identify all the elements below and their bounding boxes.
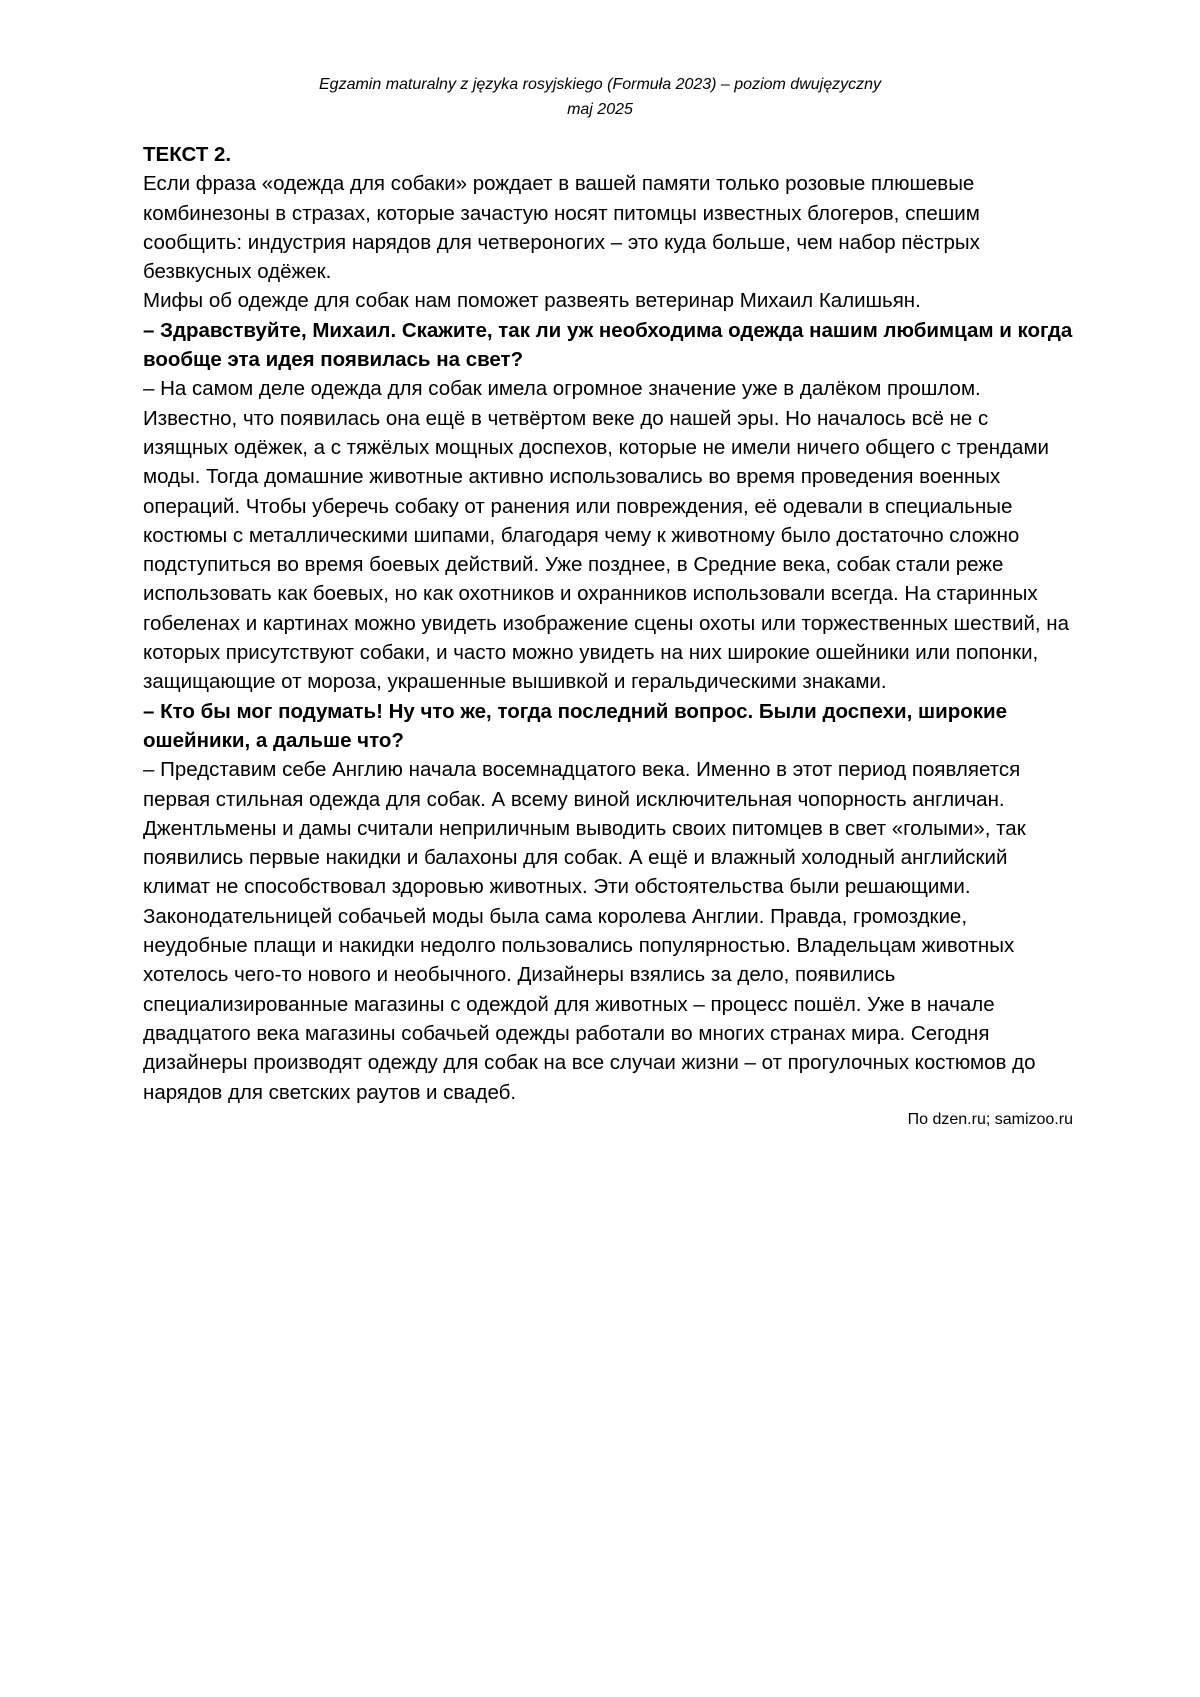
- source-citation: По dzen.ru; samizoo.ru: [907, 1110, 1073, 1128]
- interview-answer-1: – На самом деле одежда для собак имела огромное значение уже в далёком прошлом. Известно, что появилась она ещё в четвёртом веке до нашей эры. Но началось всё не с изящных одёжек, а с тяжёлых мощных доспехов, которые не имели ничего общего с трендами моды. Тогда домашние животные активно использовались во время проведения военных операций. Чтобы уберечь собаку от ранения или повреждения, её одевали в специальные костюмы с металлическими шипами, благодаря чему к животному было достаточно сложно подступиться во время боевых действий. Уже позднее, в Средние века, собак стали реже использовать как боевых, но как охотников и охранников использовали всегда. На старинных гобеленах и картинах можно увидеть изображение сцены охоты или торжественных шествий, на которых присутствуют собаки, и часто можно увидеть на них широкие ошейники или попонки, защищающие от мороза, украшенные вышивкой и геральдическими знаками.: [143, 377, 1070, 694]
- header-exam-title: Egzamin maturalny z języka rosyjskiego (Formuła 2023) – poziom dwujęzyczny: [319, 76, 881, 93]
- interview-answer-2: – Представим себе Англию начала восемнадцатого века. Именно в этот период появляется первая стильная одежда для собак. А всему виной исключительная чопорность англичан. Джентльмены и дамы считали неприличным выводить своих питомцев в свет «голыми», так появились первые накидки и балахоны для собак. А ещё и влажный холодный английский климат не способствовал здоровью животных. Эти обстоятельства были решающими. Законодательницей собачьей моды была сама королева Англии. Правда, громоздкие, неудобные плащи и накидки недолго пользовались популярностью. Владельцам животных хотелось чего-то нового и необычного. Дизайнеры взялись за дело, появились специализированные магазины с одеждой для животных – процесс пошёл. Уже в начале двадцатого века магазины собачьей одежды работали во многих странах мира. Сегодня дизайнеры производят одежду для собак на все случаи жизни – от прогулочных костюмов до нарядов для светских раутов и свадеб.: [143, 758, 1036, 1104]
- text-body: [143, 140, 1073, 1133]
- intro-paragraph-2: Мифы об одежде для собак нам поможет развеять ветеринар Михаил Калишьян.: [143, 289, 921, 313]
- intro-paragraph: Если фраза «одежда для собаки» рождает в вашей памяти только розовые плюшевые комбинезоны в стразах, которые зачастую носят питомцы известных блогеров, спешим сообщить: индустрия нарядов для четвероногих – это куда больше, чем набор пёстрых безвкусных одёжек.: [143, 172, 980, 284]
- interview-question-2: – Кто бы мог подумать! Ну что же, тогда последний вопрос. Были доспехи, широкие ошейники, а дальше что?: [143, 699, 1008, 752]
- header-exam-date: maj 2025: [567, 101, 633, 118]
- text-heading: ТЕКСТ 2.: [143, 143, 232, 166]
- page-header: [0, 72, 1200, 122]
- interview-question-1: – Здравствуйте, Михаил. Скажите, так ли уж необходима одежда нашим любимцам и когда вообще эта идея появилась на свет?: [143, 318, 1073, 372]
